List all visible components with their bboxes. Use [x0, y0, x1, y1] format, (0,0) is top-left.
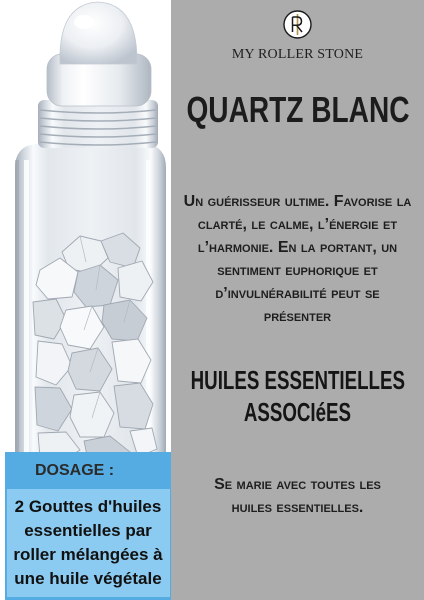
description-line: présenter	[263, 308, 332, 325]
description-line: sentiment euphorique et	[217, 262, 378, 279]
bottle-neck	[38, 100, 158, 148]
oils-compatibility	[171, 473, 424, 519]
dosage-line: une huile végétale	[14, 569, 162, 588]
description-line: Un guérisseur ultime. Favorise la	[183, 193, 412, 210]
dosage-line: essentielles par	[24, 521, 152, 540]
oils-heading-line: ASSOCIéES	[243, 397, 352, 427]
dosage-line: 2 Gouttes d'huiles	[14, 497, 162, 516]
description-line: d’invulnérabilité peut se	[215, 285, 380, 302]
ball-shine	[74, 15, 94, 29]
brand-name: MY ROLLER STONE	[231, 47, 364, 62]
oils-heading-line: HUILES ESSENTIELLES	[190, 365, 405, 395]
description-line: clarté, le calme, l’énergie et	[197, 216, 398, 233]
oils-text-line: huiles essentielles.	[231, 499, 364, 516]
description-line: l’harmonie. En la portant, un	[197, 239, 398, 256]
product-title: QUARTZ BLANC	[185, 89, 410, 130]
roller-stone-logo-icon	[282, 9, 313, 40]
oils-heading-row	[171, 396, 424, 428]
info-panel	[171, 0, 424, 600]
dosage-instructions	[5, 495, 171, 591]
dosage-label: DOSAGE :	[35, 462, 115, 479]
dosage-box	[5, 452, 171, 600]
product-description	[171, 190, 424, 328]
oils-text-line: Se marie avec toutes les	[214, 476, 381, 493]
dosage-line: roller mélangées à	[13, 545, 163, 564]
product-title-row	[171, 88, 424, 132]
oils-heading-row	[171, 364, 424, 396]
